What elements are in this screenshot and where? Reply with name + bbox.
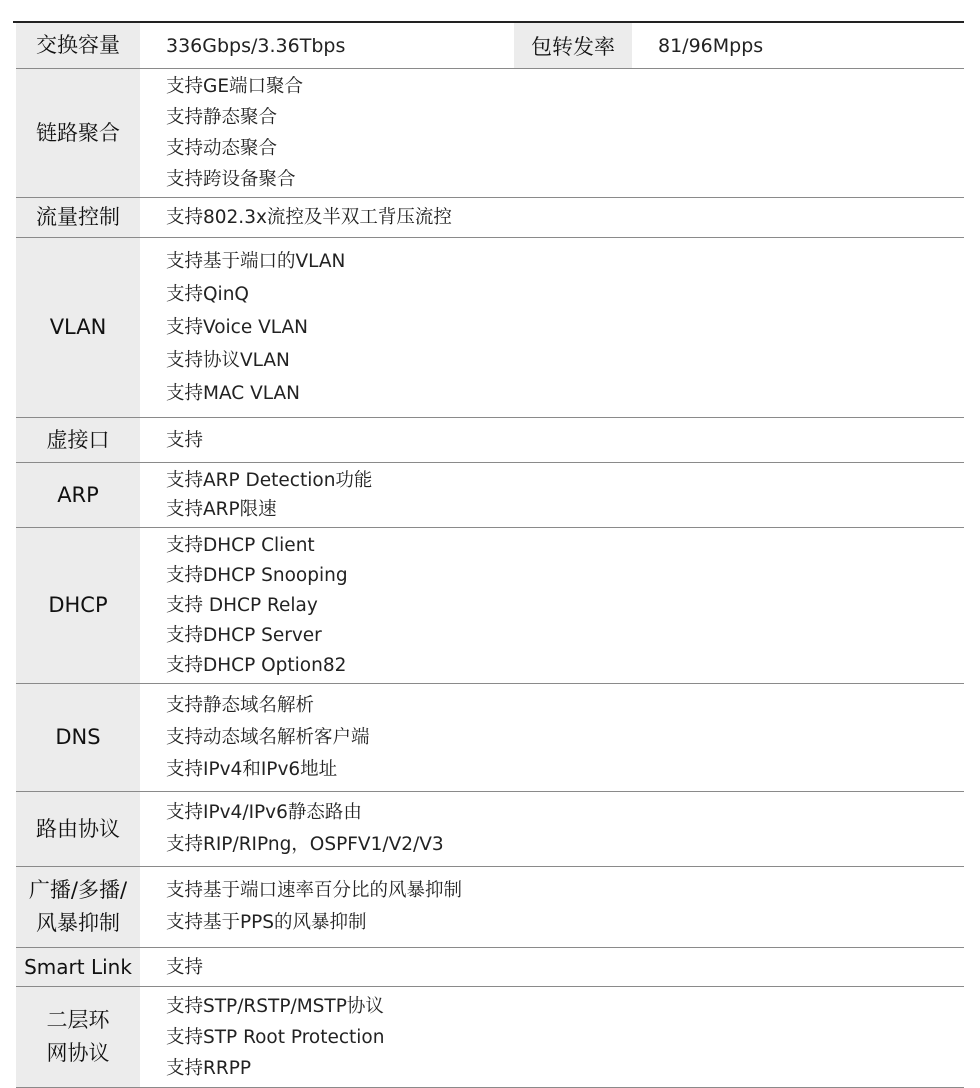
row-value-line: 支持DHCP Snooping (166, 564, 348, 586)
row-value-line: 支持静态域名解析 (166, 694, 315, 716)
row-label: VLAN (16, 238, 140, 418)
table-row (16, 238, 964, 418)
row-label: 虚接口 (16, 418, 140, 463)
row-value-line: 支持DHCP Server (166, 624, 322, 646)
row-value (140, 867, 964, 948)
row-label: DHCP (16, 528, 140, 684)
row-label: ARP (16, 463, 140, 528)
row-label (16, 867, 140, 948)
row-value-line: 支持基于PPS的风暴抑制 (166, 912, 367, 933)
row-label-line: 广播/多播/ (28, 878, 128, 902)
row-label: 流量控制 (16, 198, 140, 238)
row-value-line: 支持DHCP Option82 (166, 654, 347, 676)
row-value-line: 支持RIP/RIPng，OSPFV1/V2/V3 (166, 834, 444, 855)
row-value-line: 支持跨设备聚合 (166, 169, 296, 190)
table-row (16, 987, 964, 1088)
row-value (140, 948, 964, 987)
row-value (140, 528, 964, 684)
row-label: 路由协议 (16, 792, 140, 867)
row-value-line: 支持802.3x流控及半双工背压流控 (166, 207, 452, 228)
row-value-line: 支持STP/RSTP/MSTP协议 (166, 995, 384, 1017)
row-label: DNS (16, 684, 140, 792)
row-label: 链路聚合 (16, 69, 140, 198)
table-row (16, 684, 964, 792)
row-value-line: 支持GE端口聚合 (166, 76, 304, 97)
row-value-line: 支持协议VLAN (166, 350, 290, 371)
table-row-capacity (16, 23, 964, 69)
table-row (16, 418, 964, 463)
table-row (16, 528, 964, 684)
table-row (16, 69, 964, 198)
row-label-line: 风暴抑制 (36, 911, 120, 935)
row-value (140, 69, 964, 198)
row-value-line: 支持 DHCP Relay (166, 594, 318, 616)
row-value-line: 支持基于端口的VLAN (166, 251, 346, 272)
row-label: Smart Link (16, 948, 140, 987)
row-value (140, 684, 964, 792)
spec-table (16, 23, 964, 1088)
row-value (140, 792, 964, 867)
row-value-line: 支持ARP限速 (166, 499, 277, 520)
row-value (140, 463, 964, 528)
row-value-line: 支持静态聚合 (166, 107, 278, 128)
row-label-line: 二层环 (46, 1008, 110, 1032)
row-value-line: 支持动态域名解析客户端 (166, 726, 370, 748)
row-label-line: 网协议 (46, 1041, 110, 1065)
row-label (16, 987, 140, 1088)
row-value-line: 支持DHCP Client (166, 534, 315, 556)
row-label-forwarding-rate: 包转发率 (514, 23, 632, 69)
table-row (16, 867, 964, 948)
table-row (16, 948, 964, 987)
table-row (16, 463, 964, 528)
row-label-switch-capacity: 交换容量 (16, 23, 140, 69)
value-switch-capacity: 336Gbps/3.36Tbps (140, 23, 514, 69)
row-value-line: 支持MAC VLAN (166, 383, 300, 404)
row-value-line: 支持ARP Detection功能 (166, 470, 373, 491)
row-value (140, 987, 964, 1088)
row-value (140, 198, 964, 238)
row-value (140, 418, 964, 463)
row-value-line: 支持IPv4和IPv6地址 (166, 758, 338, 780)
value-forwarding-rate: 81/96Mpps (632, 23, 964, 69)
table-row (16, 792, 964, 867)
row-value-line: 支持IPv4/IPv6静态路由 (166, 802, 362, 823)
row-value-line: 支持STP Root Protection (166, 1026, 385, 1048)
row-value-line: 支持Voice VLAN (166, 317, 308, 338)
row-value (140, 238, 964, 418)
row-value-line: 支持动态聚合 (166, 138, 278, 159)
row-value-line: 支持QinQ (166, 284, 249, 305)
row-value-line: 支持RRPP (166, 1057, 252, 1079)
row-value-line: 支持基于端口速率百分比的风暴抑制 (166, 880, 463, 901)
row-value-line: 支持 (166, 956, 204, 978)
row-value-line: 支持 (166, 429, 204, 451)
table-row (16, 198, 964, 238)
